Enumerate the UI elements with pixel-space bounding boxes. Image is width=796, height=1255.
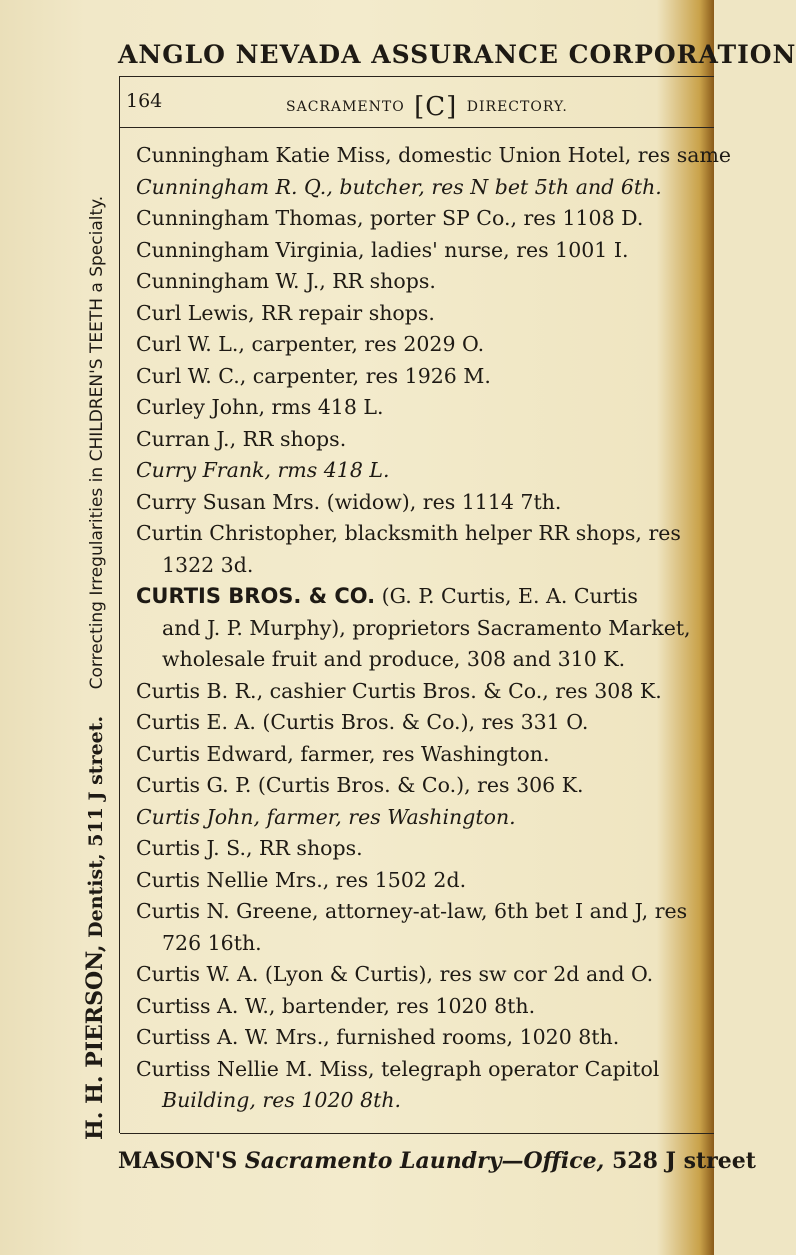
running-title xyxy=(286,92,568,122)
firm-name: CURTIS BROS. & CO. xyxy=(136,584,376,608)
list-item-firm xyxy=(136,581,710,613)
side-ad-name: H. H. PIERSON, xyxy=(82,944,108,1140)
running-directory: DIRECTORY. xyxy=(466,99,568,115)
list-item: Curtis E. A. (Curtis Bros. & Co.), res 331 O. xyxy=(136,710,589,734)
list-item: Curtis G. P. (Curtis Bros. & Co.), res 306 K. xyxy=(136,773,584,797)
list-item: Curtin Christopher, blacksmith helper RR shops, res xyxy=(136,521,681,545)
bottom-rule xyxy=(120,1133,714,1134)
list-item: Curtis Edward, farmer, res Washington. xyxy=(136,741,550,766)
side-ad-address: 511 J street. xyxy=(85,715,107,847)
running-city: SACRAMENTO xyxy=(286,99,405,115)
list-item: Cunningham Katie Miss, domestic Union Hotel, res same xyxy=(136,143,732,167)
page-number: 164 xyxy=(126,90,163,112)
list-item: Curtis W. A. (Lyon & Curtis), res sw cor 2d and O. xyxy=(136,962,654,986)
list-item: Curl W. C., carpenter, res 1926 M. xyxy=(136,363,491,388)
side-banner-ad xyxy=(82,70,108,1140)
header-rule xyxy=(120,127,714,128)
list-item: Curtis B. R., cashier Curtis Bros. & Co., res 308 K. xyxy=(136,678,662,703)
list-item: Curtiss Nellie M. Miss, telegraph operator Capitol xyxy=(136,1056,660,1081)
top-banner-ad: ANGLO NEVADA ASSURANCE CORPORATION xyxy=(118,40,796,69)
firm-details: (G. P. Curtis, E. A. Curtis xyxy=(375,584,638,608)
footer-ad xyxy=(118,1148,756,1174)
side-ad-tagline: Correcting Irregularities in CHILDREN'S TEETH a Specialty. xyxy=(87,195,107,690)
list-item: Cunningham W. J., RR shops. xyxy=(136,269,436,293)
list-item-continuation: 726 16th. xyxy=(162,930,262,955)
list-item-continuation: Building, res 1020 8th. xyxy=(162,1088,402,1112)
top-rule xyxy=(120,76,714,77)
directory-entries xyxy=(136,140,732,1117)
side-ad-title: Dentist, xyxy=(85,853,107,938)
list-item: Curtis J. S., RR shops. xyxy=(136,836,363,860)
section-letter: [C] xyxy=(414,92,458,122)
list-item-continuation: wholesale fruit and produce, 308 and 310 K. xyxy=(162,647,626,671)
list-item: Curtis John, farmer, res Washington. xyxy=(136,804,516,829)
footer-name: MASON'S xyxy=(118,1148,238,1174)
list-item: Curl Lewis, RR repair shops. xyxy=(136,300,435,325)
list-item: Curry Frank, rms 418 L. xyxy=(136,458,390,482)
list-item: Curry Susan Mrs. (widow), res 1114 7th. xyxy=(136,489,562,514)
running-header xyxy=(126,90,696,120)
list-item: Curran J., RR shops. xyxy=(136,426,347,451)
list-item: Curtiss A. W. Mrs., furnished rooms, 1020 8th. xyxy=(136,1025,620,1049)
list-item: Curtis N. Greene, attorney-at-law, 6th bet I and J, res xyxy=(136,899,688,923)
footer-address: 528 J street xyxy=(611,1148,756,1174)
footer-business: Sacramento Laundry—Office, xyxy=(244,1148,605,1174)
list-item: Cunningham Thomas, porter SP Co., res 1108 D. xyxy=(136,206,644,230)
list-item: Curley John, rms 418 L. xyxy=(136,395,384,419)
left-rule xyxy=(119,76,120,1133)
list-item-continuation: 1322 3d. xyxy=(162,552,254,577)
list-item: Curtiss A. W., bartender, res 1020 8th. xyxy=(136,993,536,1018)
list-item-continuation: and J. P. Murphy), proprietors Sacramento Market, xyxy=(162,615,691,640)
list-item: Curl W. L., carpenter, res 2029 O. xyxy=(136,332,485,356)
list-item: Cunningham Virginia, ladies' nurse, res 1001 I. xyxy=(136,237,629,262)
list-item: Curtis Nellie Mrs., res 1502 2d. xyxy=(136,867,467,892)
list-item: Cunningham R. Q., butcher, res N bet 5th and 6th. xyxy=(136,174,662,199)
